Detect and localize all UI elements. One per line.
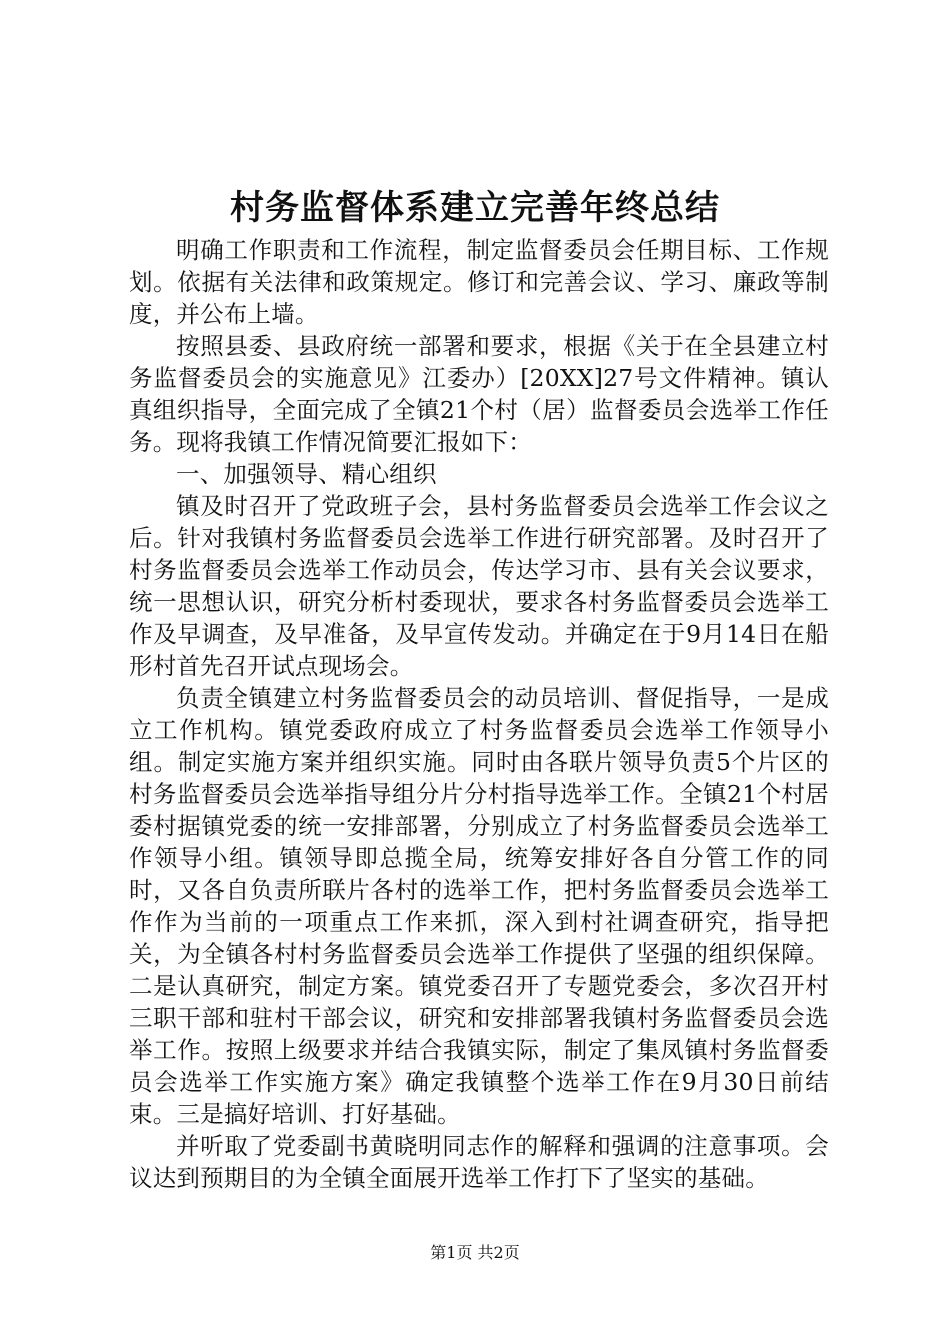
paragraph-3: 镇及时召开了党政班子会，县村务监督委员会选举工作会议之后。针对我镇村务监督委员会选举工作进行研究部署。及时召开了村务监督委员会选举工作动员会，传达学习市、县有关会议要求，统一思想认识，研究分析村委现状，要求各村务监督委员会选举工作及早调查，及早准备，及早宣传发动。并确定在于9月14日在船形村首先召开试点现场会。: [129, 492, 829, 680]
section-heading: 一、加强领导、精心组织: [176, 460, 437, 488]
page-footer: 第1页 共2页: [430, 1243, 520, 1262]
paragraph-4: 负责全镇建立村务监督委员会的动员培训、督促指导，一是成立工作机构。镇党委政府成立了村务监督委员会选举工作领导小组。制定实施方案并组织实施。同时由各联片领导负责5个片区的村务监督委员会选举指导组分片分村指导选举工作。全镇21个村居委村据镇党委的统一安排部署，分别成立了村务监督委员会选举工作领导小组。镇领导即总揽全局，统筹安排好各自分管工作的同时，又各自负责所联片各村的选举工作，把村务监督委员会选举工作作为当前的一项重点工作来抓，深入到村社调查研究，指导把关，为全镇各村村务监督委员会选举工作提供了坚强的组织保障。二是认真研究，制定方案。镇党委召开了专题党委会，多次召开村三职干部和驻村干部会议，研究和安排部署我镇村务监督委员会选举工作。按照上级要求并结合我镇实际，制定了集凤镇村务监督委员会选举工作实施方案》确定我镇整个选举工作在9月30日前结束。三是搞好培训、打好基础。: [129, 684, 829, 1128]
paragraph-2: 按照县委、县政府统一部署和要求，根据《关于在全县建立村务监督委员会的实施意见》江委办）[20XX]27号文件精神。镇认真组织指导，全面完成了全镇21个村（居）监督委员会选举工作任务。现将我镇工作情况简要汇报如下：: [129, 332, 829, 456]
paragraph-5: 并听取了党委副书黄晓明同志作的解释和强调的注意事项。会议达到预期目的为全镇全面展开选举工作打下了坚实的基础。: [129, 1132, 829, 1192]
document-title: 村务监督体系建立完善年终总结: [230, 188, 720, 228]
document-body: [129, 234, 829, 1194]
paragraph-1: 明确工作职责和工作流程，制定监督委员会任期目标、工作规划。依据有关法律和政策规定。修订和完善会议、学习、廉政等制度，并公布上墙。: [129, 236, 829, 328]
